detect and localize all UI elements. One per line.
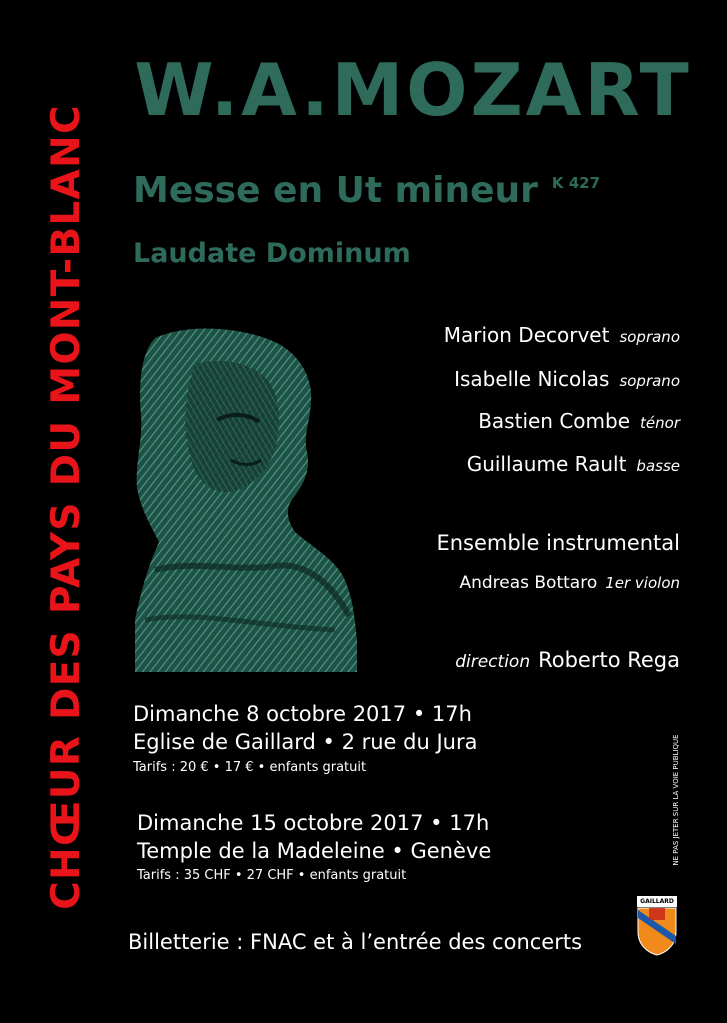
soloist-name: Bastien Combe: [478, 409, 631, 433]
choir-name-vertical: CHŒUR DES PAYS DU MONT-BLANC: [44, 104, 89, 910]
gaillard-crest: [637, 896, 677, 960]
concert-2-tarifs: Tarifs : 35 CHF • 27 CHF • enfants gratuit: [137, 868, 407, 883]
work-title-text: Messe en Ut mineur: [133, 170, 538, 211]
soloist-role: soprano: [619, 328, 680, 346]
work-title: [133, 170, 600, 211]
mozart-portrait: [135, 320, 365, 680]
soloist-4: [467, 452, 680, 476]
soloist-1: [444, 323, 680, 347]
soloist-3: [478, 409, 680, 433]
soloist-role: ténor: [640, 414, 680, 432]
violinist: [459, 573, 680, 593]
crest-label: GAILLARD: [640, 898, 674, 905]
violinist-name: Andreas Bottaro: [459, 573, 598, 593]
concert-1-venue: Eglise de Gaillard • 2 rue du Jura: [133, 730, 478, 754]
composer-title: W.A.MOZART: [134, 48, 692, 132]
disclaimer-vertical: NE PAS JETER SUR LA VOIE PUBLIQUE: [672, 734, 680, 866]
violinist-role: 1er violon: [605, 574, 680, 592]
soloist-role: soprano: [619, 372, 680, 390]
work-catalog-number: K 427: [551, 174, 601, 192]
soloist-name: Isabelle Nicolas: [454, 367, 610, 391]
conductor-name: Roberto Rega: [538, 648, 680, 672]
soloist-name: Guillaume Rault: [466, 452, 627, 476]
direction-label: direction: [455, 652, 531, 672]
ticket-info: Billetterie : FNAC et à l’entrée des concerts: [128, 930, 583, 954]
soloist-name: Marion Decorvet: [443, 323, 610, 347]
work-subtitle: Laudate Dominum: [133, 238, 411, 269]
soloist-2: [454, 367, 680, 391]
concert-1-tarifs: Tarifs : 20 € • 17 € • enfants gratuit: [133, 760, 367, 775]
direction: [455, 648, 680, 672]
concert-2-date: Dimanche 15 octobre 2017 • 17h: [137, 811, 490, 835]
soloist-role: basse: [636, 457, 680, 475]
ensemble-label: Ensemble instrumental: [436, 531, 680, 555]
concert-1-date: Dimanche 8 octobre 2017 • 17h: [133, 702, 472, 726]
concert-2-venue: Temple de la Madeleine • Genève: [137, 839, 492, 863]
